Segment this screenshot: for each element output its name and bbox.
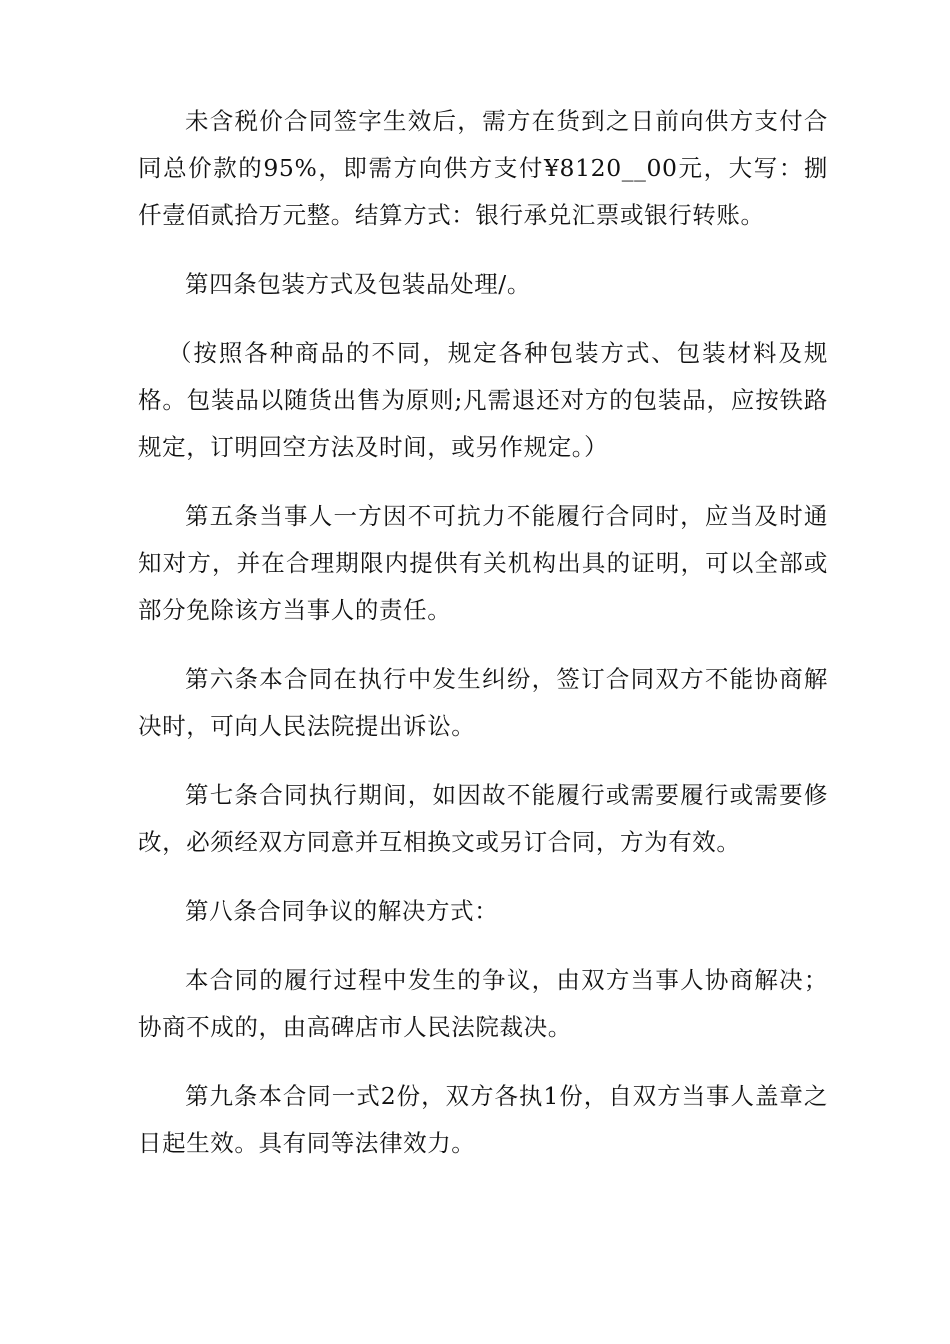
- document-body: [138, 98, 828, 1189]
- paragraph-article-7: 第七条合同执行期间，如因故不能履行或需要履行或需要修改，必须经双方同意并互相换文或另订合同，方为有效。: [138, 781, 828, 856]
- paragraph-packaging-note: （按照各种商品的不同，规定各种包装方式、包装材料及规格。包装品以随货出售为原则;凡需退还对方的包装品，应按铁路规定，订明回空方法及时间，或另作规定。）: [138, 339, 828, 461]
- paragraph-article-4-heading: 第四条包装方式及包装品处理/。: [185, 270, 531, 298]
- paragraph-article-5: 第五条当事人一方因不可抗力不能履行合同时，应当及时通知对方，并在合理期限内提供有关机构出具的证明，可以全部或部分免除该方当事人的责任。: [138, 502, 828, 624]
- paragraph-article-9: 第九条本合同一式2份，双方各执1份，自双方当事人盖章之日起生效。具有同等法律效力。: [138, 1082, 828, 1157]
- paragraph-payment-terms: 未含税价合同签字生效后，需方在货到之日前向供方支付合同总价款的95%，即需方向供方支付¥8120__00元，大写：捌仟壹佰贰拾万元整。结算方式：银行承兑汇票或银行转账。: [138, 107, 828, 229]
- paragraph-dispute-resolution: 本合同的履行过程中发生的争议，由双方当事人协商解决；协商不成的，由高碑店市人民法院裁决。: [138, 966, 828, 1041]
- paragraph-article-8-heading: 第八条合同争议的解决方式：: [185, 897, 499, 925]
- paragraph-article-6: 第六条本合同在执行中发生纠纷，签订合同双方不能协商解决时，可向人民法院提出诉讼。: [138, 665, 828, 740]
